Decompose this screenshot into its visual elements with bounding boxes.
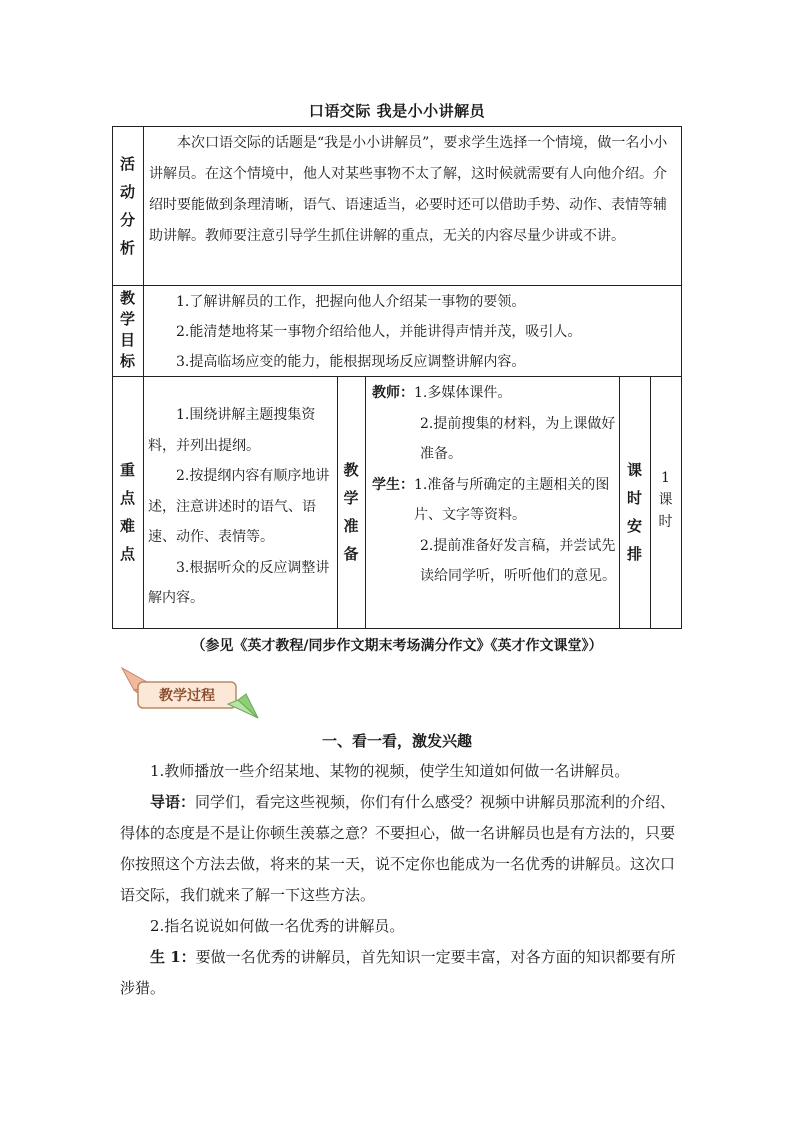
list-item: 2.能清楚地将某一事物介绍给他人，并能讲得声情并茂，吸引人。 [176,324,582,340]
teacher-prep-block [372,378,617,470]
row-label-teaching-goals: 教 学 目 标 [119,289,135,370]
key-points-list [148,400,334,614]
table-divider [112,285,682,286]
student-label: 学生： [372,476,414,493]
teacher-label: 教师： [372,385,414,401]
table-divider [143,126,144,629]
row-label-activity-analysis: 活 动 分 析 [119,155,135,257]
list-item: 2.提前搜集的材料，为上课做好准备。 [420,415,616,462]
teaching-process-badge [120,664,260,720]
reference-note: （参见《英才教程/同步作文期末考场满分作文》《英才作文课堂》） [191,638,603,654]
speaker-label: 导语： [150,793,196,811]
row-label-key-points: 重 点 难 点 [119,461,135,563]
paragraph: 生 1：要做一名优秀的讲解员，首先知识一定要丰富，对各方面的知识都要有所涉猎。 [120,948,676,997]
list-item: 3.提高临场应变的能力，能根据现场反应调整讲解内容。 [176,354,526,370]
activity-analysis-text: 本次口语交际的话题是“我是小小讲解员”，要求学生选择一个情境，做一名小小讲解员。在这个情境中，他人对某些事物不太了解，这时候就需要有人向他介绍。介绍时要能做到条理清晰，语气、语速适当，必要时还可以借助手势、动作、表情等辅助讲解。教师要注意引导学生抓住讲解的重点，无关的内容尽量少讲或不讲。 [149,135,668,244]
list-item: 1.多媒体课件。 [414,385,512,401]
table-border [112,628,682,629]
student-prep-block [372,470,617,592]
list-item: 1.围绕讲解主题搜集资料，并列出提纲。 [148,407,316,454]
paragraph: 导语：同学们，看完这些视频，你们有什么感受？视频中讲解员那流利的介绍、得体的态度是不是让你顿生羡慕之意？不要担心，做一名讲解员也是有方法的，只要你按照这个方法去做，将来的某一天，说不定你也能成为一名优秀的讲解员。这次口语交际，我们就来了解一下这些方法。 [120,793,676,904]
paragraph: 2.指名说说如何做一名优秀的讲解员。 [150,917,405,935]
label-class-schedule: 课 时 安 排 [626,461,642,563]
list-item: 1.准备与所确定的主题相关的图片、文字等资料。 [414,476,610,523]
table-border [681,126,682,629]
list-item: 1.了解讲解员的工作，把握向他人介绍某一事物的要领。 [176,294,526,310]
class-hours-value: 1 课 时 [658,470,673,530]
lesson-plan-table [112,126,682,629]
table-border [112,126,682,127]
speaker-label: 生 1： [150,948,196,966]
badge-label: 教学过程 [159,688,215,704]
list-item: 2.提前准备好发言稿，并尝试先读给同学听，听听他们的意见。 [420,537,616,584]
label-teaching-prep: 教 学 准 备 [343,461,359,563]
paper-plane-icon [120,664,260,720]
paragraph: 1.教师播放一些介绍某地、某物的视频，使学生知道如何做一名讲解员。 [150,762,630,780]
section-content [120,756,676,1004]
teaching-prep-content [372,378,617,592]
table-divider [365,376,366,629]
list-item: 3.根据听众的反应调整讲解内容。 [148,559,330,606]
page-title: 口语交际 我是小小讲解员 [308,102,486,120]
section-heading: 一、看一看，激发兴趣 [321,732,472,750]
teaching-goals-list [176,287,676,377]
list-item: 2.按提纲内容有顺序地讲述，注意讲述时的语气、语速、动作、表情等。 [148,468,330,545]
